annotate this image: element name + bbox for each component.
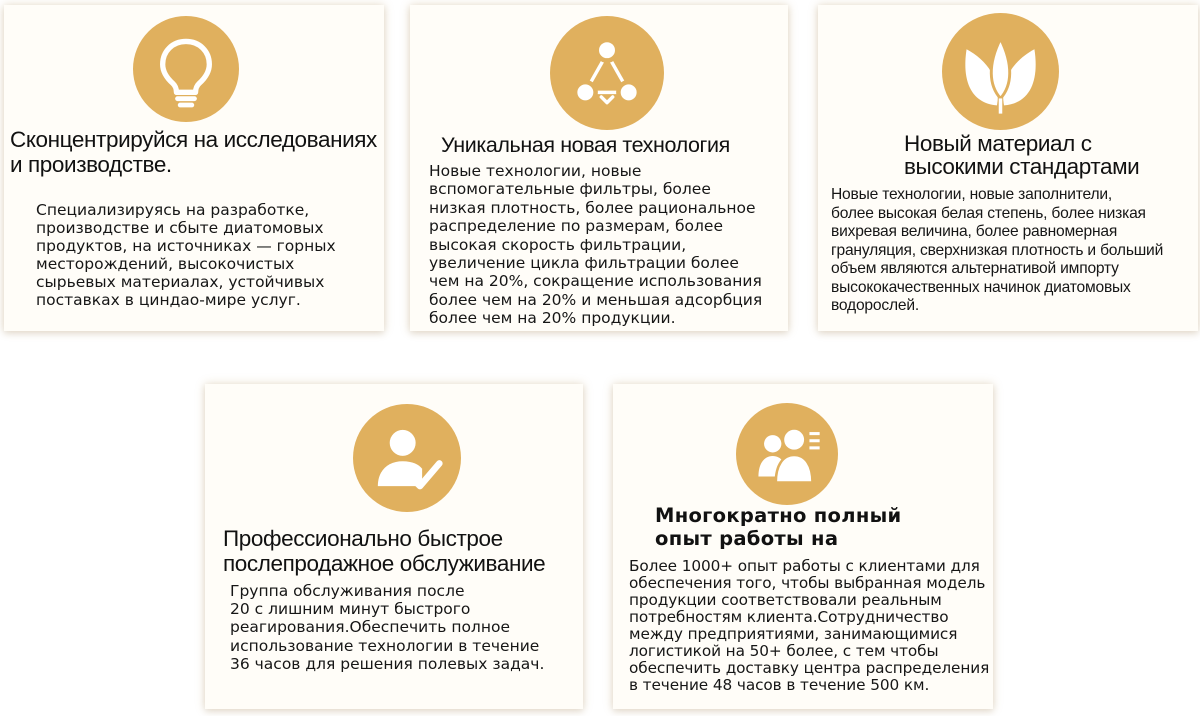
feature-title: Многократно полный опыт работы на bbox=[655, 504, 902, 550]
feature-description: Новые технологии, новые вспомогательные фильтры, более низкая плотность, более рациональное распределение по размерам, более высокая скорость фильтрации, увеличение цикла фильтрации более чем на 20%, сокращение использования более чем на 20% и меньшая адсорбция более чем на 20% продукции. bbox=[429, 162, 763, 328]
feature-description: Группа обслуживания после 20 с лишним минут быстрого реагирования.Обеспечить полное использование технологии в течение 36 часов для решения полевых задач. bbox=[230, 582, 545, 673]
connected-nodes-icon bbox=[550, 16, 664, 130]
leaves-icon bbox=[942, 13, 1059, 130]
feature-title: Сконцентрируйся на исследованиях и производстве. bbox=[10, 127, 377, 177]
feature-card-research bbox=[4, 5, 384, 331]
feature-card-service bbox=[205, 384, 583, 709]
users-list-icon bbox=[736, 403, 838, 505]
feature-description: Специализируясь на разработке, производстве и сбыте диатомовых продуктов, на источниках — горных месторождений, высокочистых сырьевых материалах, устойчивых поставках в циндао-мире услуг. bbox=[36, 201, 336, 309]
feature-title: Новый материал с высокими стандартами bbox=[904, 131, 1140, 179]
feature-title: Уникальная новая технология bbox=[441, 133, 730, 157]
feature-card-technology bbox=[410, 5, 788, 331]
feature-card-experience bbox=[613, 384, 993, 709]
feature-description: Более 1000+ опыт работы с клиентами для обеспечения того, чтобы выбранная модель продукции соответствовали реальным потребностям клиента.Сотрудничество между предприятиями, занимающимися логистикой на 50+ более, с тем чтобы обеспечить доставку центра распределения в течение 48 часов в течение 500 км. bbox=[629, 557, 990, 694]
feature-title: Профессионально быстрое послепродажное обслуживание bbox=[223, 526, 546, 576]
user-check-icon bbox=[353, 404, 461, 512]
feature-description: Новые технологии, новые заполнители, более высокая белая степень, более низкая вихревая величина, более равномерная грануляция, сверхнизкая плотность и больший объем являются альтернативой импорту высококачественных начинок диатомовых водорослей. bbox=[831, 186, 1164, 314]
lightbulb-icon bbox=[133, 16, 239, 122]
feature-card-material bbox=[818, 5, 1198, 331]
